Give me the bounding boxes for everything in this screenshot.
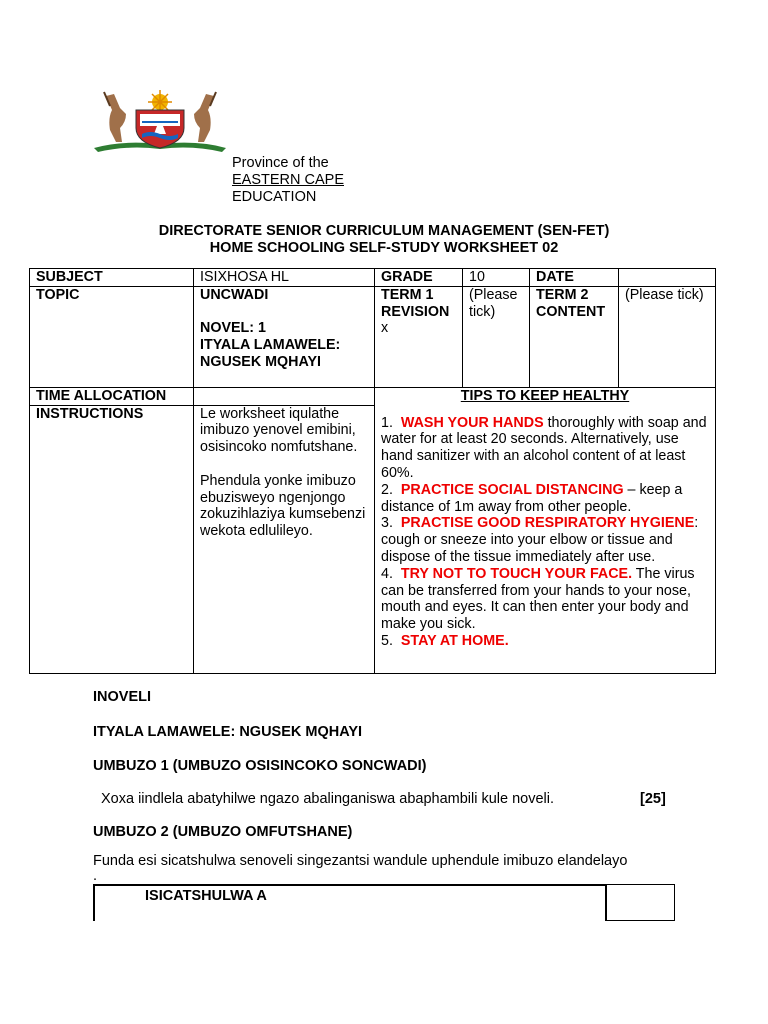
province-block [232,155,344,206]
tips-title: TIPS TO KEEP HEALTHY [460,387,630,404]
tip-number: 3. [381,515,393,532]
tip-text: : cough or sneeze into your elbow or tissue and dispose of the tissue immediately after use. [381,515,699,565]
tip-item [381,566,709,633]
worksheet-info-table [29,268,716,674]
document-heading [0,223,768,257]
table-row [30,387,716,405]
term2-label: CONTENT [536,303,606,320]
term1-cell [375,286,463,387]
question1-heading: UMBUZO 1 (UMBUZO OSISINCOKO SONCWADI) [93,758,427,774]
term1-label: TERM 1 [381,286,434,303]
province-line: Province of the [232,155,329,171]
instructions-paragraph: Le worksheet iqulathe imibuzo yenovel emibini, osisincoko nomfutshane. [200,405,358,456]
tip-highlight: PRACTISE GOOD RESPIRATORY HYGIENE [400,515,695,532]
tip-number: 1. [381,414,393,431]
coat-of-arms-logo [92,88,228,154]
tip-highlight: PRACTICE SOCIAL DISTANCING [400,481,624,498]
topic-line: NOVEL: 1 [200,320,266,337]
question2-text: Funda esi sicatshulwa senoveli singezantsi wandule uphendule imibuzo elandelayo [93,853,628,869]
term2-tick-cell[interactable]: (Please tick) [619,286,716,387]
topic-value [194,286,375,387]
term2-label: TERM 2 [536,286,589,303]
topic-line: ITYALA LAMAWELE: [200,337,341,354]
tip-highlight: WASH YOUR HANDS [400,414,544,431]
topic-line: NGUSEK MQHAYI [200,353,322,370]
question1-text: Xoxa iindlela abatyhilwe ngazo abalinganiswa abaphambili kule noveli. [101,791,555,807]
section-heading-inoveli: INOVELI [93,689,152,705]
tip-number: 5. [381,632,393,649]
worksheet-title: HOME SCHOOLING SELF-STUDY WORKSHEET 02 [209,240,559,256]
subject-value: ISIXHOSA HL [194,269,375,287]
topic-line: UNCWADI [200,286,269,303]
question2-heading: UMBUZO 2 (UMBUZO OMFUTSHANE) [93,824,353,840]
tip-number: 4. [381,565,393,582]
tip-item [381,633,709,650]
instructions-paragraph: Phendula yonke imibuzo ebuzisweyo ngenjongo zokuzihlaziya kumsebenzi wekota edlulileyo. [200,472,366,540]
tip-item [381,515,709,565]
term1-tick-cell[interactable]: (Please tick) [463,286,530,387]
directorate-title: DIRECTORATE SENIOR CURRICULUM MANAGEMENT (SEN-FET) [158,223,610,239]
tip-highlight: STAY AT HOME. [400,632,509,649]
novel-title: ITYALA LAMAWELE: NGUSEK MQHAYI [93,724,363,740]
health-tips-cell [375,387,716,673]
tip-item [381,415,709,482]
tip-number: 2. [381,481,393,498]
topic-label: TOPIC [30,286,194,387]
instructions-value [194,405,375,673]
term2-cell [530,286,619,387]
date-value[interactable] [619,269,716,287]
extract-label: ISICATSHULWA A [145,888,267,904]
tip-text: The virus can be transferred from your hands to your nose, mouth and eyes. It can then enter your body and make you sick. [381,565,695,633]
subject-label: SUBJECT [30,269,194,287]
extract-box [93,884,675,921]
term1-tick-mark: x [381,320,389,337]
province-name: EASTERN CAPE [232,172,344,188]
time-allocation-value [194,387,375,405]
time-allocation-label: TIME ALLOCATION [30,387,194,405]
tip-text: thoroughly with soap and water for at least 20 seconds. Alternatively, use hand sanitizer with an alcohol content of at least 60%. [381,414,707,481]
question1-marks: [25] [640,791,666,807]
grade-value: 10 [463,269,530,287]
table-row [30,286,716,387]
tip-text: – keep a distance of 1m away from other people. [381,481,683,515]
extract-marks-box [607,884,675,921]
tip-highlight: TRY NOT TO TOUCH YOUR FACE. [400,565,633,582]
department-name: EDUCATION [232,189,317,205]
term1-label: REVISION [381,303,450,320]
grade-label: GRADE [375,269,463,287]
tip-item [381,482,709,516]
table-row [30,269,716,287]
question2-dot: . [93,868,98,884]
date-label: DATE [530,269,619,287]
instructions-label: INSTRUCTIONS [30,405,194,673]
